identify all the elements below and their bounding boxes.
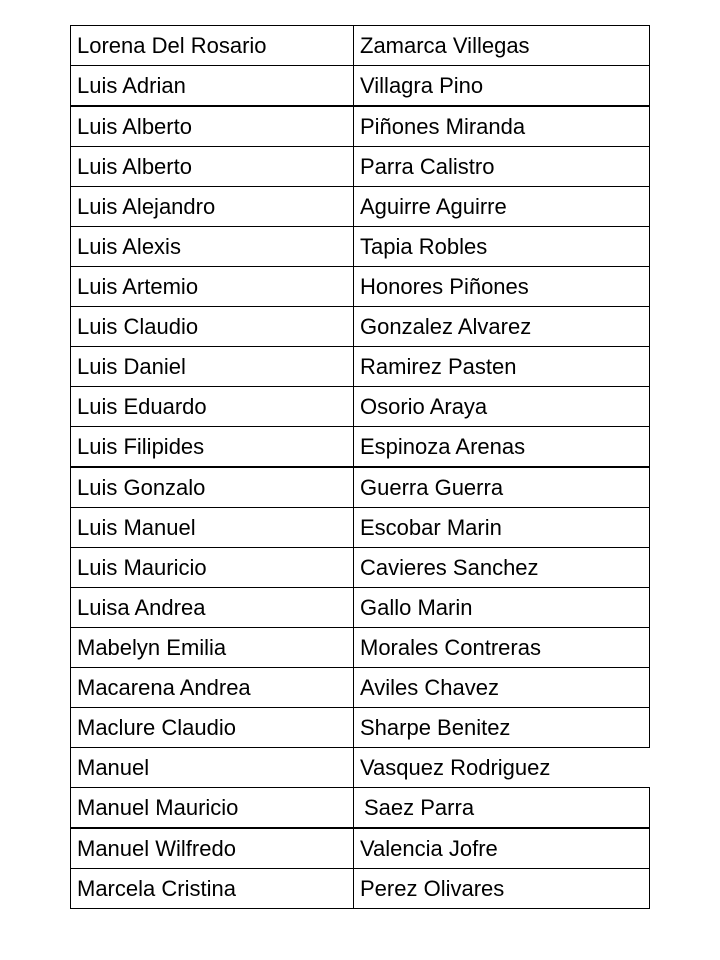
last-name-cell: Valencia Jofre bbox=[354, 828, 650, 869]
last-name-cell: Zamarca Villegas bbox=[354, 26, 650, 66]
table-row bbox=[71, 508, 650, 548]
last-name-cell: Piñones Miranda bbox=[354, 106, 650, 147]
first-name-cell: Luis Gonzalo bbox=[71, 467, 354, 508]
first-name-cell: Luis Alejandro bbox=[71, 187, 354, 227]
last-name-cell: Ramirez Pasten bbox=[354, 347, 650, 387]
last-name-cell: Gonzalez Alvarez bbox=[354, 307, 650, 347]
table-row bbox=[71, 66, 650, 107]
first-name-cell: Luis Alexis bbox=[71, 227, 354, 267]
first-name-cell: Maclure Claudio bbox=[71, 708, 354, 748]
table-row bbox=[71, 668, 650, 708]
first-name-cell: Mabelyn Emilia bbox=[71, 628, 354, 668]
first-name-cell: Luis Alberto bbox=[71, 147, 354, 187]
first-name-cell: Luis Alberto bbox=[71, 106, 354, 147]
first-name-cell: Manuel Wilfredo bbox=[71, 828, 354, 869]
last-name-cell: Aviles Chavez bbox=[354, 668, 650, 708]
first-name-cell: Luis Artemio bbox=[71, 267, 354, 307]
names-table-body bbox=[71, 26, 650, 909]
table-row bbox=[71, 187, 650, 227]
first-name-cell: Luis Claudio bbox=[71, 307, 354, 347]
table-row bbox=[71, 467, 650, 508]
last-name-cell: Aguirre Aguirre bbox=[354, 187, 650, 227]
last-name-cell: Tapia Robles bbox=[354, 227, 650, 267]
table-row bbox=[71, 267, 650, 307]
last-name-cell: Vasquez Rodriguez bbox=[354, 748, 650, 788]
table-row bbox=[71, 588, 650, 628]
last-name-cell: Espinoza Arenas bbox=[354, 427, 650, 468]
table-row bbox=[71, 828, 650, 869]
last-name-cell: Gallo Marin bbox=[354, 588, 650, 628]
last-name-cell: Guerra Guerra bbox=[354, 467, 650, 508]
first-name-cell: Luis Eduardo bbox=[71, 387, 354, 427]
table-row bbox=[71, 387, 650, 427]
first-name-cell: Luis Filipides bbox=[71, 427, 354, 468]
table-row bbox=[71, 708, 650, 748]
names-table bbox=[70, 25, 650, 909]
first-name-cell: Marcela Cristina bbox=[71, 869, 354, 909]
first-name-cell: Luis Manuel bbox=[71, 508, 354, 548]
table-row bbox=[71, 227, 650, 267]
last-name-cell: Cavieres Sanchez bbox=[354, 548, 650, 588]
table-row bbox=[71, 628, 650, 668]
table-row bbox=[71, 788, 650, 829]
table-row bbox=[71, 347, 650, 387]
table-row bbox=[71, 307, 650, 347]
table-row bbox=[71, 869, 650, 909]
first-name-cell: Manuel bbox=[71, 748, 354, 788]
first-name-cell: Luisa Andrea bbox=[71, 588, 354, 628]
table-row bbox=[71, 147, 650, 187]
table-row bbox=[71, 427, 650, 468]
table-row bbox=[71, 26, 650, 66]
first-name-cell: Manuel Mauricio bbox=[71, 788, 354, 829]
first-name-cell: Luis Daniel bbox=[71, 347, 354, 387]
last-name-cell: Sharpe Benitez bbox=[354, 708, 650, 748]
table-row bbox=[71, 748, 650, 788]
last-name-cell: Morales Contreras bbox=[354, 628, 650, 668]
last-name-cell: Honores Piñones bbox=[354, 267, 650, 307]
table-row bbox=[71, 106, 650, 147]
first-name-cell: Luis Mauricio bbox=[71, 548, 354, 588]
table-row bbox=[71, 548, 650, 588]
last-name-cell: Escobar Marin bbox=[354, 508, 650, 548]
last-name-cell: Osorio Araya bbox=[354, 387, 650, 427]
last-name-cell: Perez Olivares bbox=[354, 869, 650, 909]
last-name-cell: Saez Parra bbox=[354, 788, 650, 829]
first-name-cell: Luis Adrian bbox=[71, 66, 354, 107]
first-name-cell: Macarena Andrea bbox=[71, 668, 354, 708]
first-name-cell: Lorena Del Rosario bbox=[71, 26, 354, 66]
last-name-cell: Villagra Pino bbox=[354, 66, 650, 107]
last-name-cell: Parra Calistro bbox=[354, 147, 650, 187]
